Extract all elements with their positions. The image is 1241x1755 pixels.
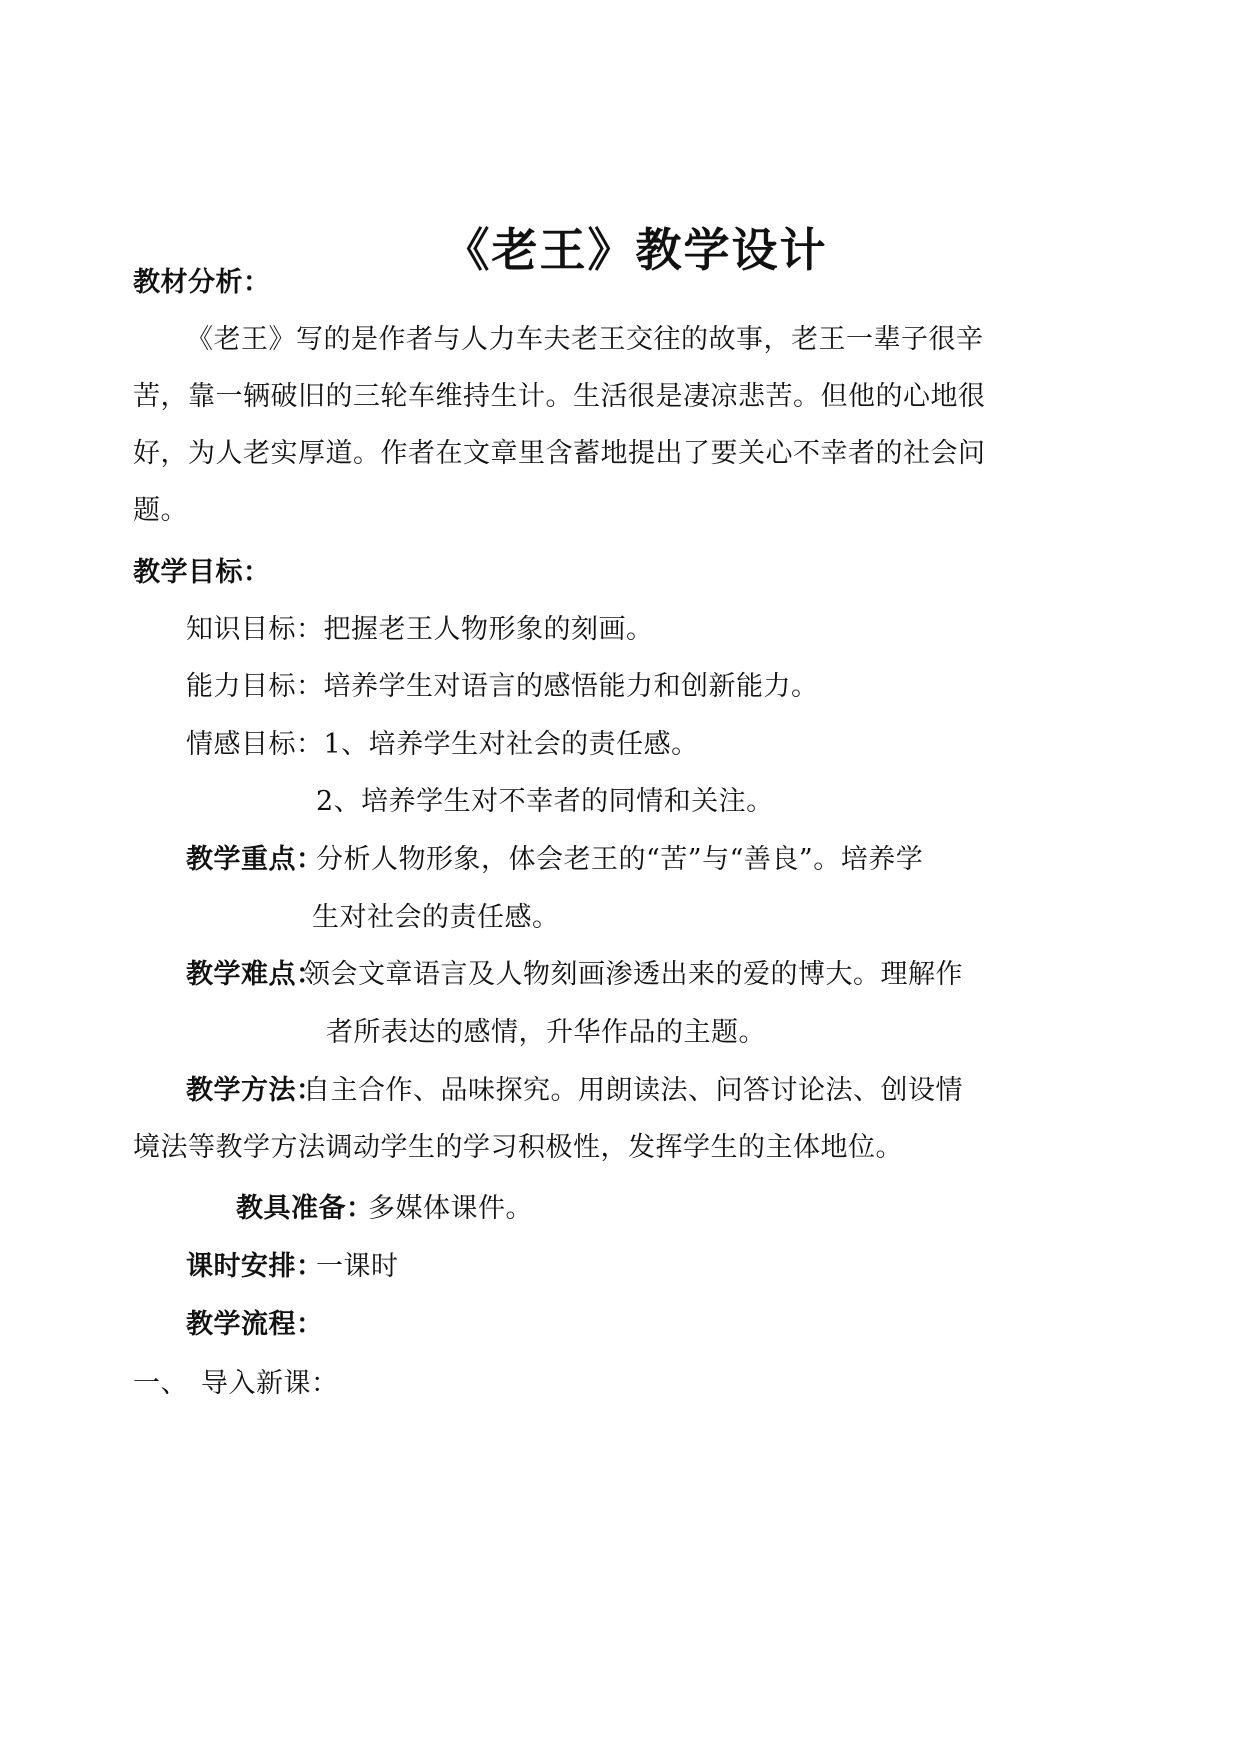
step-1-number: 一、 [133, 1368, 188, 1399]
material-paragraph-line-2: 苦，靠一辆破旧的三轮车维持生计。生活很是凄凉悲苦。但他的心地很 [133, 381, 986, 412]
key-point-label: 教学重点： [186, 844, 324, 875]
emotion-goal-2: 2、培养学生对不幸者的同情和关注。 [316, 786, 774, 817]
key-point-line-1: 分析人物形象，体会老王的“苦”与“善良”。培养学 [316, 844, 924, 875]
schedule-label: 课时安排： [186, 1251, 324, 1282]
method-line-2: 境法等教学方法调动学生的学习积极性，发挥学生的主体地位。 [133, 1132, 903, 1163]
goals-heading: 教学目标： [133, 557, 271, 588]
method-label: 教学方法： [186, 1075, 324, 1106]
material-paragraph-line-3: 好，为人老实厚道。作者在文章里含蓄地提出了要关心不幸者的社会问 [133, 438, 986, 469]
page-title: 《老王》教学设计 [443, 223, 828, 277]
process-heading: 教学流程： [186, 1309, 324, 1340]
schedule-value: 一课时 [316, 1251, 399, 1282]
ability-goal: 能力目标：培养学生对语言的感悟能力和创新能力。 [186, 671, 819, 702]
difficulty-line-1: 领会文章语言及人物刻画渗透出来的爱的博大。理解作 [303, 959, 963, 990]
knowledge-goal: 知识目标：把握老王人物形象的刻画。 [186, 614, 654, 645]
key-point-line-2: 生对社会的责任感。 [312, 902, 560, 933]
method-line-1: 自主合作、品味探究。用朗读法、问答讨论法、创设情 [303, 1075, 963, 1106]
tools-value: 多媒体课件。 [368, 1193, 533, 1224]
difficulty-label: 教学难点： [186, 959, 324, 990]
emotion-goal-1: 情感目标：1、培养学生对社会的责任感。 [186, 729, 699, 760]
material-heading: 教材分析： [133, 267, 271, 298]
material-paragraph-line-1: 《老王》写的是作者与人力车夫老王交往的故事，老王一辈子很辛 [186, 324, 984, 355]
difficulty-line-2: 者所表达的感情，升华作品的主题。 [326, 1017, 766, 1048]
material-paragraph-line-4: 题。 [133, 495, 188, 526]
tools-label: 教具准备： [236, 1193, 374, 1224]
step-1-text: 导入新课： [201, 1368, 339, 1399]
